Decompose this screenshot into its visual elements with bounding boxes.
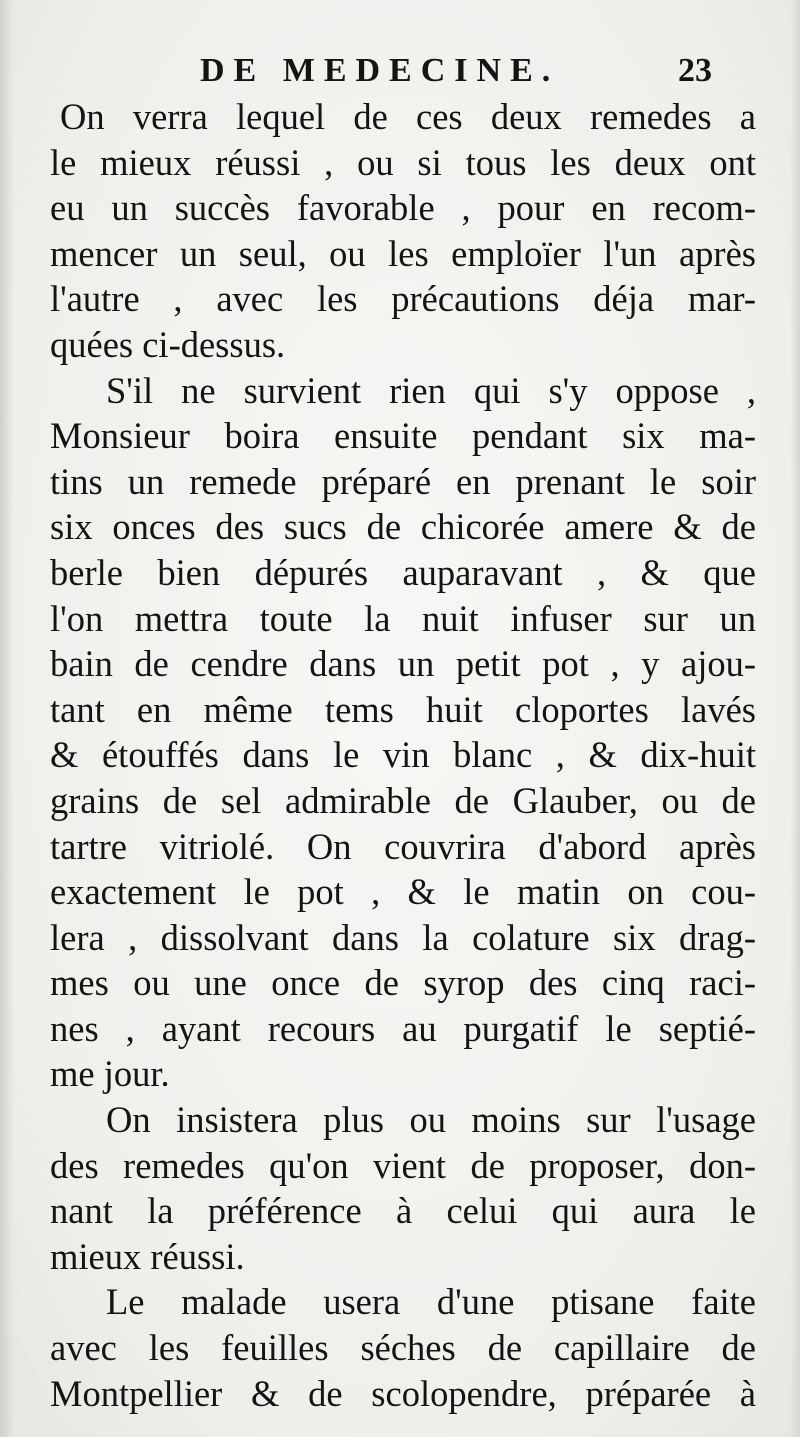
text-line: & étouffés dans le vin blanc , & dix-huit: [50, 734, 756, 776]
text-line: exactement le pot , & le matin on cou-: [50, 871, 756, 913]
text-line: Le malade usera d'une ptisane faite: [106, 1281, 756, 1323]
text-line: l'autre , avec les précautions déja mar-: [50, 278, 756, 320]
text-line: Monsieur boira ensuite pendant six ma-: [50, 415, 756, 457]
text-line: nant la préférence à celui qui aura le: [50, 1190, 756, 1232]
page-number: 23: [678, 52, 712, 89]
text-line: nes , ayant recours au purgatif le septié-: [50, 1007, 756, 1049]
text-line: tant en même tems huit cloportes lavés: [50, 688, 756, 730]
page-edge-shadow-left: [0, 0, 14, 1437]
text-line: quées ci-dessus.: [50, 323, 286, 365]
text-line: berle bien dépurés auparavant , & que: [50, 551, 756, 593]
text-line: me jour.: [50, 1053, 170, 1095]
text-line: tins un remede préparé en prenant le soir: [50, 460, 756, 502]
text-line: mencer un seul, ou les emploïer l'un après: [50, 232, 756, 274]
text-line: S'il ne survient rien qui s'y oppose ,: [106, 369, 756, 411]
text-line: des remedes qu'on vient de proposer, don-: [50, 1144, 756, 1186]
text-line: tartre vitriolé. On couvrira d'abord après: [50, 825, 756, 867]
text-line: eu un succès favorable , pour en recom-: [50, 187, 756, 229]
text-line: le mieux réussi , ou si tous les deux ont: [50, 141, 756, 183]
text-line: bain de cendre dans un petit pot , y ajou-: [50, 643, 756, 685]
text-body: [50, 94, 756, 1416]
text-line: avec les feuilles séches de capillaire de: [50, 1327, 756, 1369]
text-line: l'on mettra toute la nuit infuser sur un: [50, 597, 756, 639]
text-line: mes ou une once de syrop des cinq raci-: [50, 962, 756, 1004]
text-line: mieux réussi.: [50, 1235, 245, 1277]
text-line: On verra lequel de ces deux remedes a: [60, 96, 756, 137]
text-line: On insistera plus ou moins sur l'usage: [106, 1099, 756, 1141]
running-head: DE MEDECINE.: [200, 52, 560, 89]
text-line: six onces des sucs de chicorée amere & de: [50, 506, 756, 548]
text-line: grains de sel admirable de Glauber, ou de: [50, 779, 756, 821]
text-line: lera , dissolvant dans la colature six drag-: [50, 916, 756, 958]
page-edge-shadow-right: [790, 0, 800, 1437]
text-line: Montpellier & de scolopendre, préparée à: [50, 1372, 756, 1414]
